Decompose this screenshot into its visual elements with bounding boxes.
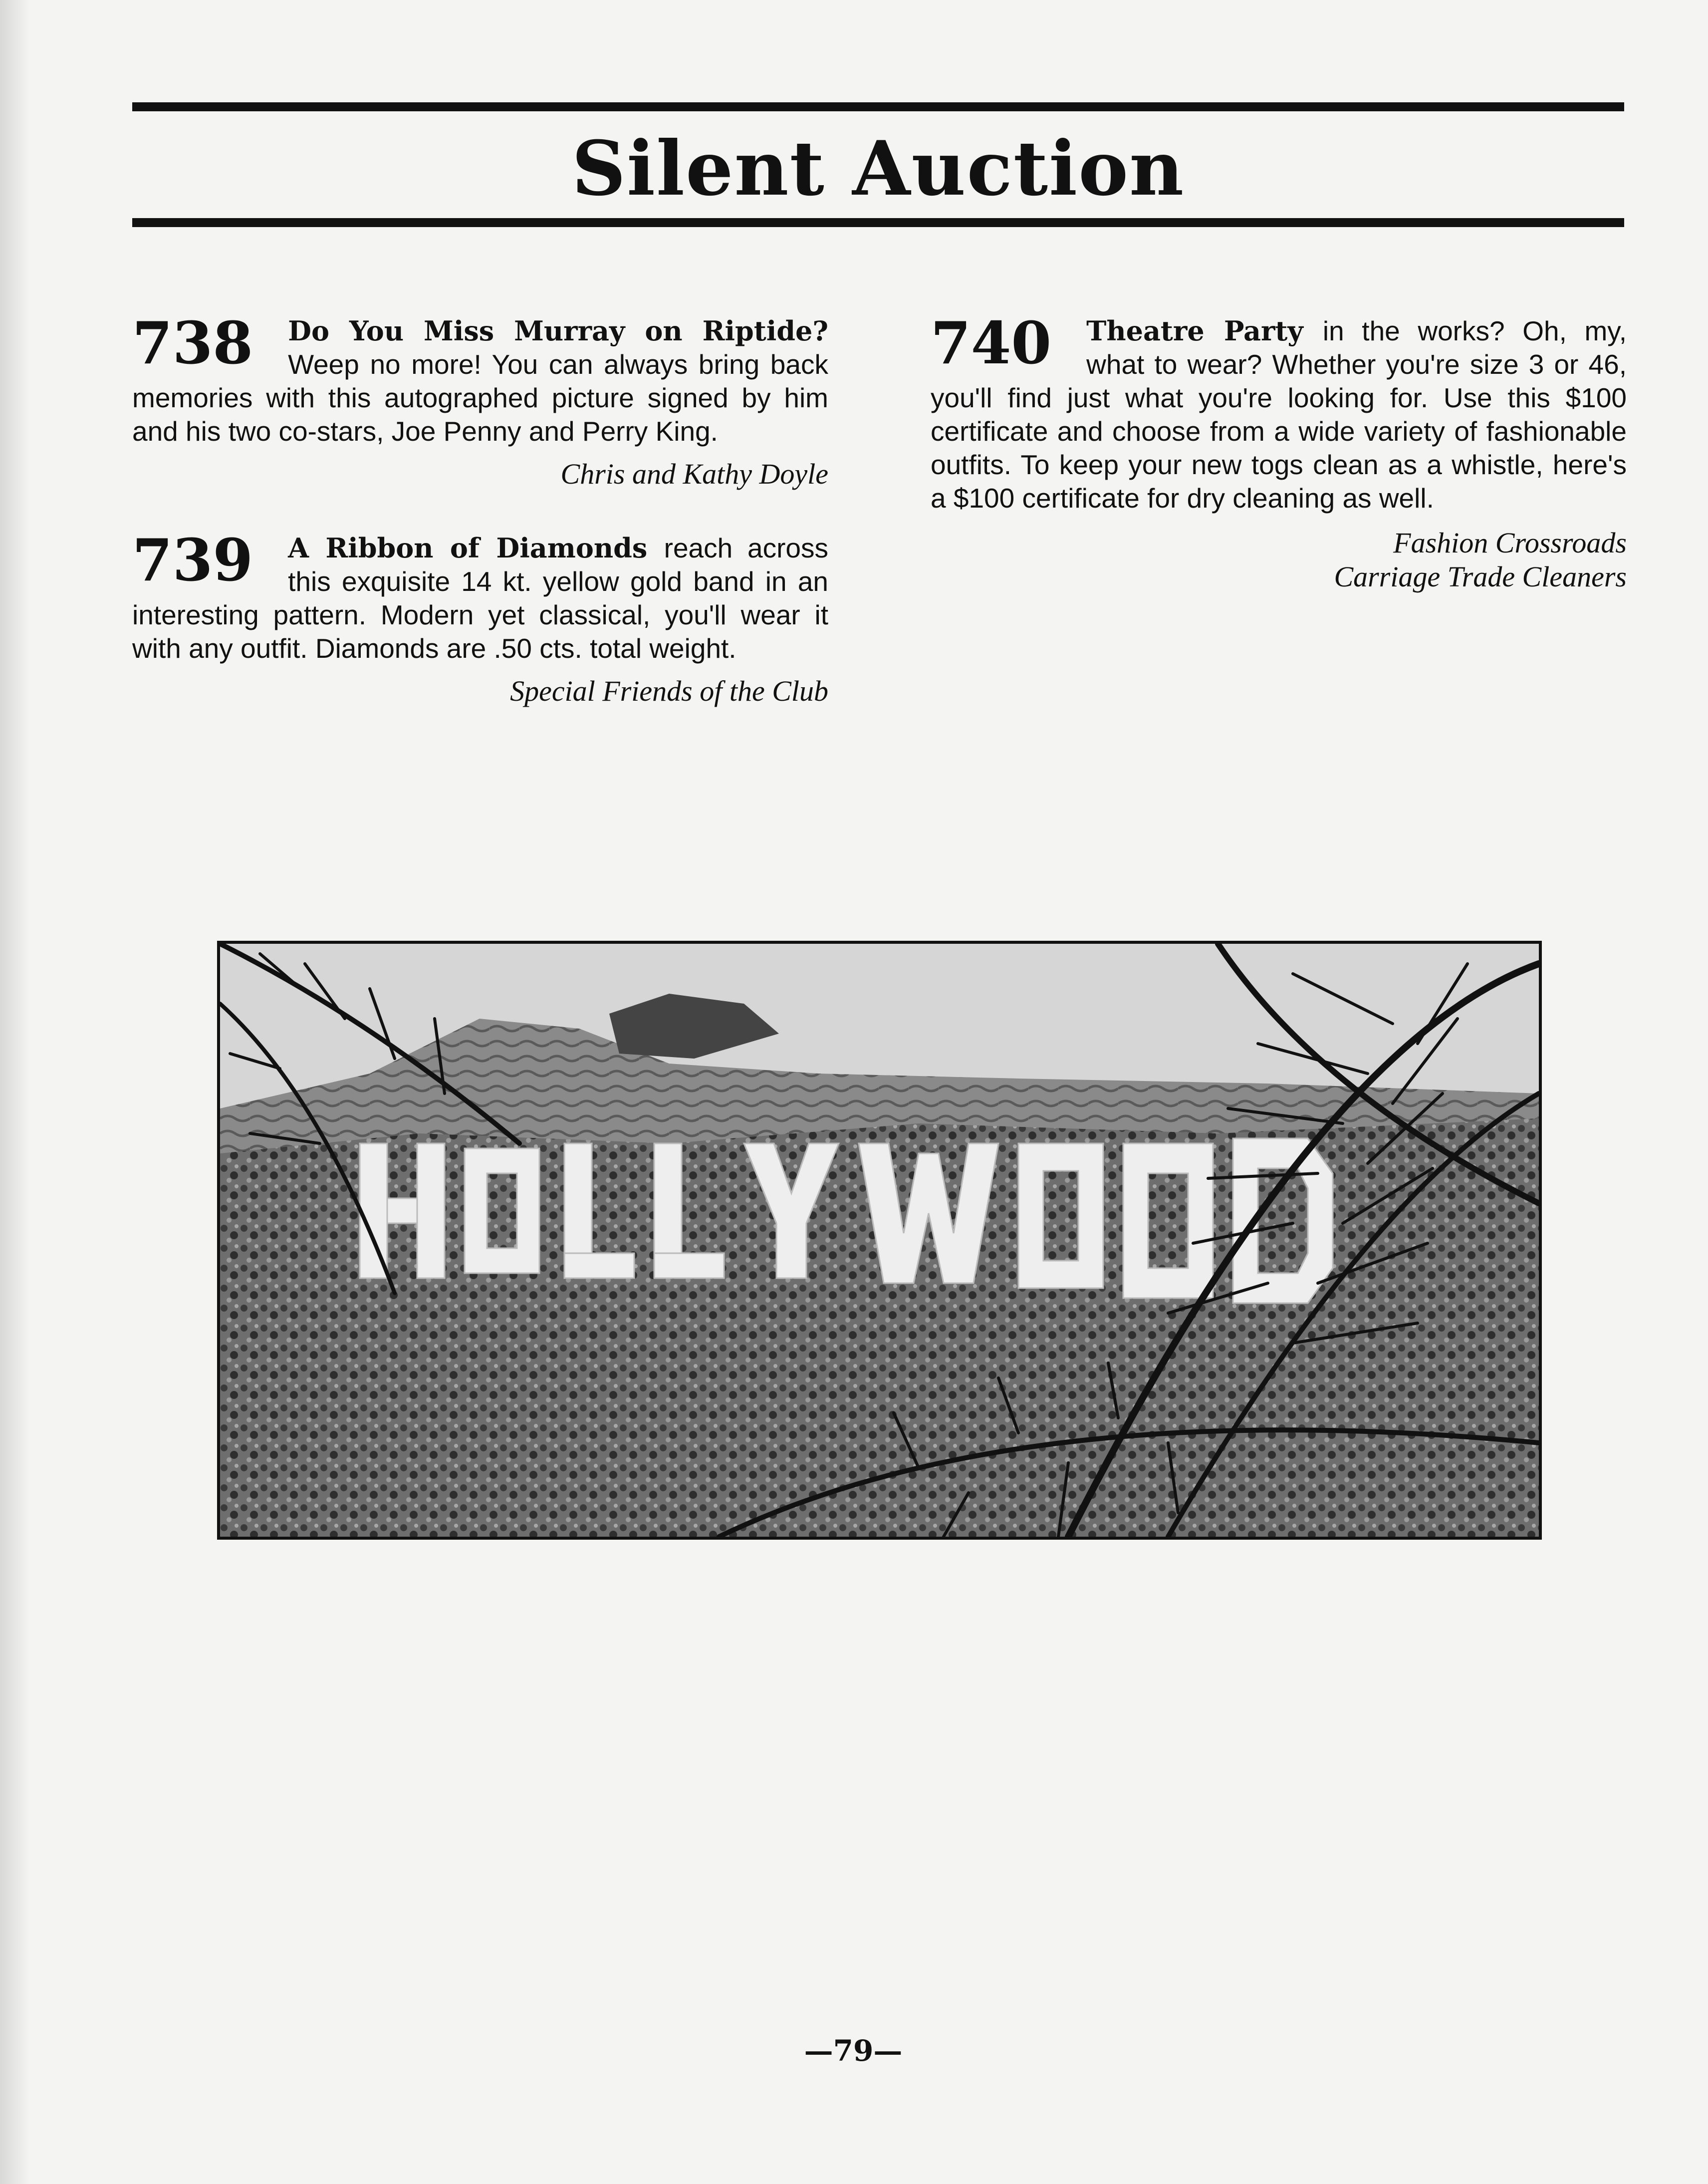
item-description: in the works? Oh, my, what to wear? Whether you're size 3 or 46, you'll find just what you're looking for. Use this $100 certificate and choose from a wide variety of fashionable outfits. To keep your new togs clean as a whistle, here's a $100 certificate for dry cleaning as well. <box>931 315 1627 514</box>
item-description: Weep no more! You can always bring back memories with this autographed picture signed by him and his two co-stars, Joe Penny and Perry King. <box>132 349 828 447</box>
auction-item-738 <box>132 309 828 491</box>
item-title: Do You Miss Murray on Riptide? <box>288 315 828 347</box>
item-donor: Chris and Kathy Doyle <box>560 458 828 490</box>
item-number: 740 <box>931 309 1052 377</box>
title-bottom-rule <box>132 218 1624 227</box>
item-title: Theatre Party <box>1086 315 1323 347</box>
auction-item-740 <box>931 309 1627 594</box>
item-number: 738 <box>132 309 253 377</box>
item-donor: Carriage Trade Cleaners <box>1334 560 1627 593</box>
title-top-rule <box>132 102 1624 111</box>
item-donor: Fashion Crossroads <box>1393 527 1627 559</box>
hollywood-sign-photo <box>217 941 1542 1540</box>
page-number: —79— <box>804 2034 903 2068</box>
item-number: 739 <box>132 527 253 594</box>
page-title: Silent Auction <box>571 125 1185 213</box>
auction-item-739 <box>132 527 829 708</box>
hollywood-sign-illustration <box>220 944 1539 1537</box>
item-description: reach across this exquisite 14 kt. yellow gold band in an interesting pattern. Modern yet classical, you'll wear it with any outfit. Diamonds are .50 cts. total weight. <box>132 533 829 664</box>
item-title: A Ribbon of Diamonds <box>288 532 664 564</box>
page-binding-shadow <box>0 0 30 2184</box>
item-donor: Special Friends of the Club <box>510 675 828 707</box>
